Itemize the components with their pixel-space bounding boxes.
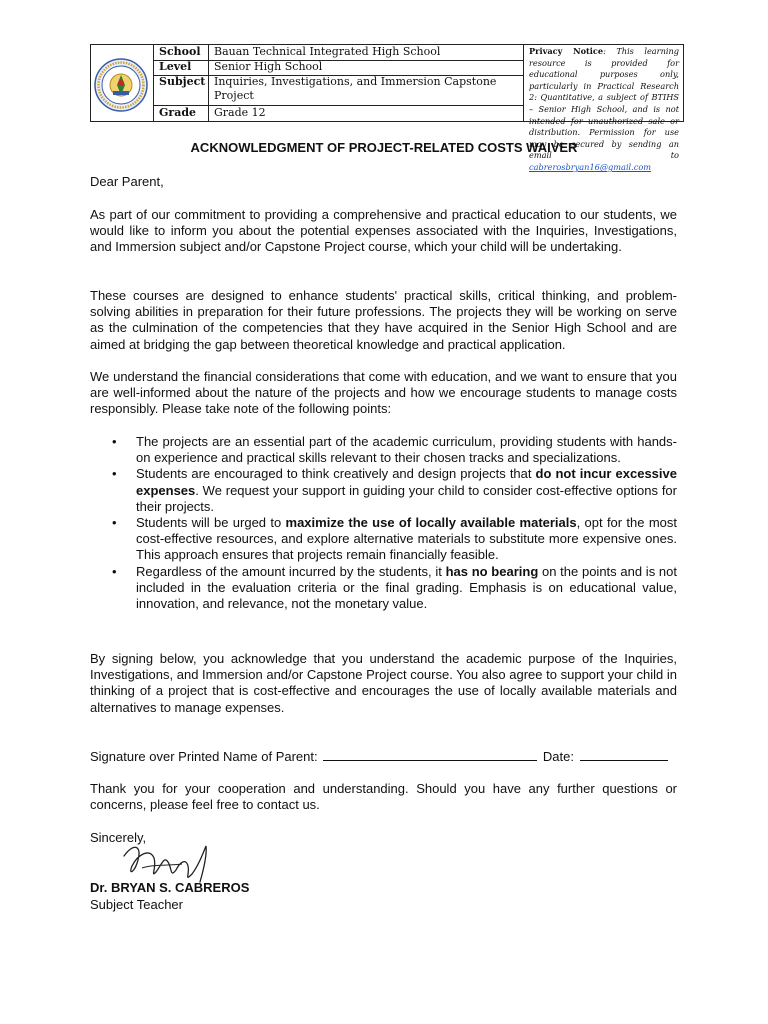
bullet-text: , opt for the most cost-effective resources, and explore alternative materials to substitute more expensive ones. This approach ensures that projects remain financially feasible. — [136, 515, 677, 563]
bullet-icon: • — [112, 434, 117, 449]
privacy-text: : This learning resource is provided for educational purposes only, particularly in Practical Research 2: Quantitative, a subject of BTIHS – Senior High School, and is not intended for unauthorized sale or distribution. Permission for use may be secured by sending an email to — [529, 46, 679, 161]
bullet-icon: • — [112, 563, 117, 579]
logo-cell — [91, 45, 154, 121]
header-row-subject — [153, 75, 523, 106]
date-label: Date: — [542, 749, 574, 764]
closing: Sincerely, — [90, 830, 147, 845]
list-item — [90, 434, 677, 466]
header-label: Grade — [153, 106, 209, 121]
document-title: ACKNOWLEDGMENT OF PROJECT-RELATED COSTS WAIVER — [190, 140, 578, 155]
header-label: Level — [153, 60, 209, 75]
paragraph-financial: We understand the financial considerations that come with education, and we want to ensure that you are well-informed about the nature of the projects and how we encourage students to manage costs responsibly. Please take note of the following points: — [90, 369, 677, 417]
bullet-text: on the points and is not included in the evaluation criteria or the final grading. Emphasis is on educational value, innovation, and relevance, not the monetary value. — [136, 563, 677, 612]
greeting: Dear Parent, — [90, 174, 164, 189]
bullet-text: . We request your support in guiding your child to consider cost-effective options for their projects. — [136, 482, 677, 514]
signature-label: Signature over Printed Name of Parent: — [90, 749, 318, 764]
date-blank[interactable] — [580, 748, 668, 761]
bullet-icon: • — [112, 466, 117, 482]
bullet-text: Students will be urged to — [136, 515, 286, 531]
header-row-grade — [153, 106, 523, 121]
paragraph-course-purpose: These courses are designed to enhance students' practical skills, critical thinking, and problem-solving abilities in preparation for their future professions. The projects they will be working on serve as the culmination of the competencies that they have acquired in the Senior High School and are aimed at bridging the gap between theoretical knowledge and practical application. — [90, 288, 677, 352]
signer-name: Dr. BRYAN S. CABREROS — [90, 880, 250, 895]
header-value: Bauan Technical Integrated High School — [214, 45, 441, 58]
header-label: Subject — [153, 75, 209, 105]
points-list — [90, 434, 677, 612]
list-item — [90, 466, 677, 515]
bullet-emphasis: do not incur excessive expenses — [136, 466, 677, 498]
signer-role: Subject Teacher — [90, 897, 183, 912]
header-row-level — [153, 60, 523, 76]
paragraph-thanks: Thank you for your cooperation and understanding. Should you have any further questions or concerns, please feel free to contact us. — [90, 781, 677, 813]
signature-row — [90, 748, 680, 764]
list-item — [90, 564, 677, 613]
bullet-text: Regardless of the amount incurred by the students, it — [136, 563, 446, 579]
list-item — [90, 515, 677, 564]
paragraph-acknowledgment: By signing below, you acknowledge that you understand the academic purpose of the Inquiries, Investigations, and Immersion and/or Capstone Project course. You also agree to support your child in thinking of a project that is cost-effective and encourages the use of locally available materials and alternatives to manage expenses. — [90, 651, 677, 715]
header-info-grid — [153, 45, 523, 121]
bullet-emphasis: has no bearing — [445, 563, 539, 579]
header-value: Grade 12 — [214, 106, 266, 119]
header-value: Senior High School — [214, 60, 323, 73]
privacy-label: Privacy Notice — [529, 46, 604, 56]
privacy-email-link[interactable]: cabrerosbryan16@gmail.com — [529, 161, 652, 172]
header-value: Inquiries, Investigations, and Immersion Capstone Project — [214, 75, 497, 102]
signature-blank[interactable] — [323, 748, 537, 761]
paragraph-intro: As part of our commitment to providing a comprehensive and practical education to our students, we would like to inform you about the potential expenses associated with the Inquiries, Investigations, and Immersion subject and/or Capstone Project course, which your child will be undertaking. — [90, 207, 677, 255]
header-row-school — [153, 45, 523, 61]
bullet-icon: • — [112, 515, 117, 531]
bullet-text: Students are encouraged to think creatively and design projects that — [136, 466, 536, 482]
privacy-notice — [523, 45, 683, 172]
bullet-text: The projects are an essential part of the academic curriculum, providing students with hands-on experience and practical skills relevant to their chosen tracks and specializations. — [136, 434, 677, 466]
bullet-emphasis: maximize the use of locally available materials — [285, 515, 577, 531]
school-seal-logo — [94, 58, 148, 112]
header-label: School — [153, 45, 209, 60]
